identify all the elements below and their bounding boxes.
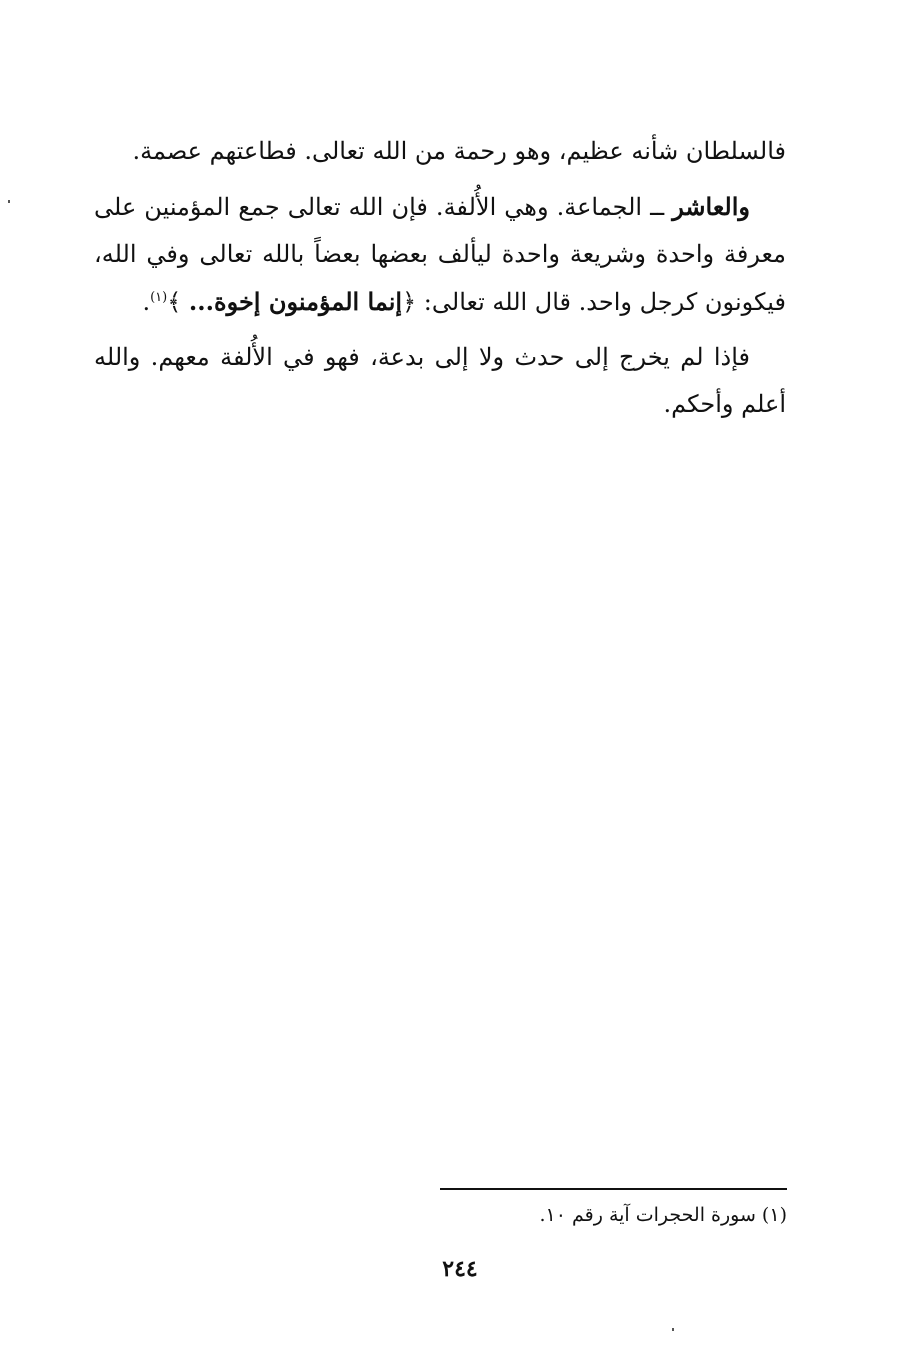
paragraph-sultan [94, 128, 786, 175]
quran-quote: إنما المؤمنون إخوة... [188, 287, 403, 316]
paragraph-tenth [94, 183, 786, 326]
paragraph-conclusion [94, 334, 786, 428]
footnote-divider [440, 1188, 787, 1190]
footnote: (١) سورة الحجرات آية رقم ١٠. [539, 1204, 787, 1226]
paragraph-text: فالسلطان شأنه عظيم، وهو رحمة من الله تعالى. فطاعتهم عصمة. [132, 137, 786, 165]
quote-close: ﴾ [167, 288, 189, 316]
footnote-reference[interactable]: (١) [150, 290, 168, 305]
paragraph-text: ــ الجماعة. وهي الأُلفة. فإن الله تعالى جمع المؤمنين على معرفة واحدة وشريعة واحدة ليألف بعضها بعضاً بالله تعالى وفي الله، فيكونون كرجل واحد. قال الله تعالى: ﴿ [94, 193, 786, 316]
section-lead: والعاشر [672, 192, 750, 221]
paragraph-text: فإذا لم يخرج إلى حدث ولا إلى بدعة، فهو في الأُلفة معهم. والله أعلم وأحكم. [94, 343, 786, 418]
sentence-end: . [142, 288, 151, 316]
scan-speck [672, 1328, 674, 1331]
main-text [94, 128, 786, 428]
page-number: ٢٤٤ [442, 1256, 478, 1282]
scan-speck [8, 200, 10, 203]
